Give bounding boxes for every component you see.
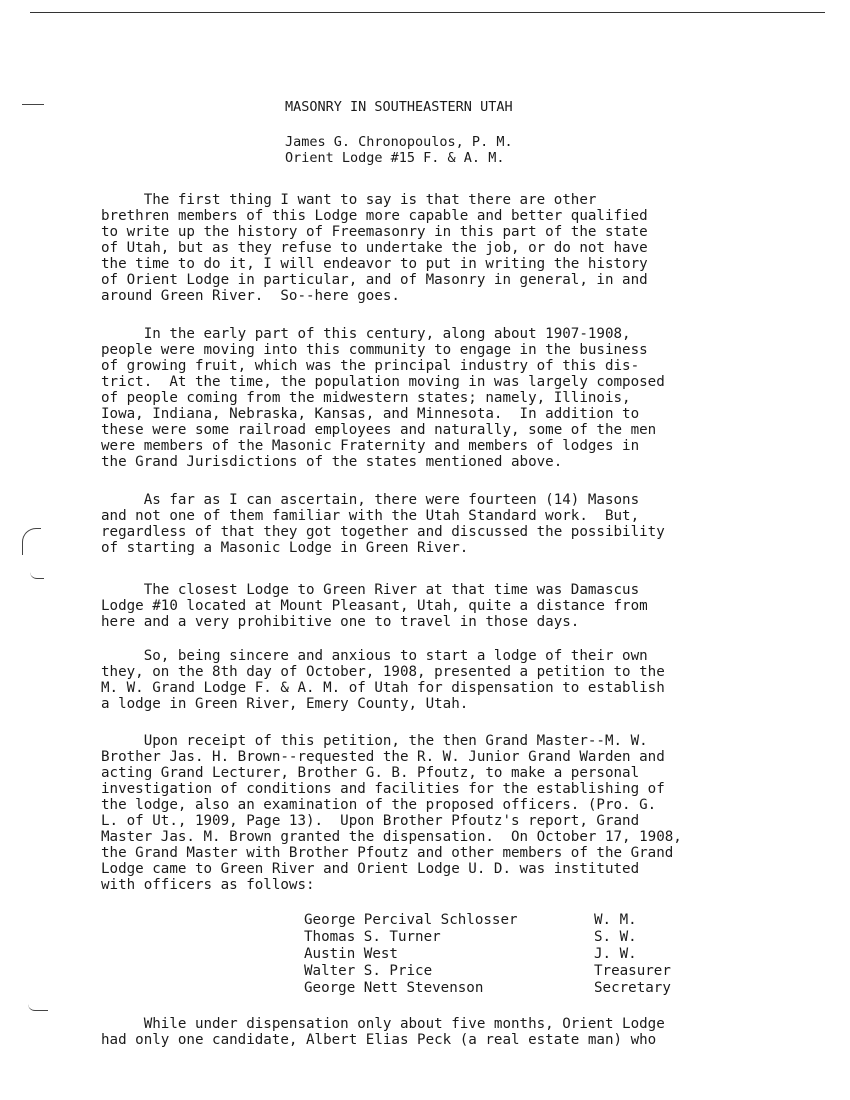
text-line: around Green River. So--here goes. <box>101 288 400 304</box>
text-line: While under dispensation only about five months, Orient Lodge <box>101 1016 665 1032</box>
text-line: to write up the history of Freemasonry in this part of the state <box>101 224 648 240</box>
text-line: investigation of conditions and facilities for the establishing of <box>101 781 665 797</box>
text-line: were members of the Masonic Fraternity and members of lodges in <box>101 438 640 454</box>
scan-mark <box>30 572 44 579</box>
officer-name: Austin West <box>304 946 398 962</box>
officer-name: George Percival Schlosser <box>304 912 518 928</box>
scan-mark <box>22 528 41 555</box>
text-line: of people coming from the midwestern states; namely, Illinois, <box>101 390 631 406</box>
text-line: regardless of that they got together and discussed the possibility <box>101 524 665 540</box>
text-line: Brother Jas. H. Brown--requested the R. W. Junior Grand Warden and <box>101 749 665 765</box>
text-line: the Grand Master with Brother Pfoutz and other members of the Grand <box>101 845 674 861</box>
text-line: of Orient Lodge in particular, and of Masonry in general, in and <box>101 272 648 288</box>
officer-name: Thomas S. Turner <box>304 929 441 945</box>
text-line: they, on the 8th day of October, 1908, presented a petition to the <box>101 664 665 680</box>
text-line: In the early part of this century, along about 1907-1908, <box>101 326 631 342</box>
text-line: Upon receipt of this petition, the then Grand Master--M. W. <box>101 733 648 749</box>
scan-mark <box>28 1004 48 1011</box>
document-title: MASONRY IN SOUTHEASTERN UTAH <box>285 99 513 115</box>
paragraph-3 <box>101 492 791 556</box>
text-line: trict. At the time, the population moving in was largely composed <box>101 374 665 390</box>
text-line: Lodge #10 located at Mount Pleasant, Utah, quite a distance from <box>101 598 648 614</box>
text-line: of starting a Masonic Lodge in Green River. <box>101 540 469 556</box>
text-line: Lodge came to Green River and Orient Lodge U. D. was instituted <box>101 861 640 877</box>
text-line: L. of Ut., 1909, Page 13). Upon Brother Pfoutz's report, Grand <box>101 813 640 829</box>
text-line: a lodge in Green River, Emery County, Utah. <box>101 696 469 712</box>
text-line: these were some railroad employees and naturally, some of the men <box>101 422 657 438</box>
text-line: Master Jas. M. Brown granted the dispensation. On October 17, 1908, <box>101 829 682 845</box>
officer-role: J. W. <box>594 946 637 962</box>
text-line: and not one of them familiar with the Utah Standard work. But, <box>101 508 640 524</box>
text-line: here and a very prohibitive one to travel in those days. <box>101 614 580 630</box>
text-line: Iowa, Indiana, Nebraska, Kansas, and Minnesota. In addition to <box>101 406 640 422</box>
officer-role: Secretary <box>594 980 671 996</box>
paragraph-7 <box>101 1016 791 1048</box>
text-line: acting Grand Lecturer, Brother G. B. Pfoutz, to make a personal <box>101 765 640 781</box>
officer-role: S. W. <box>594 929 637 945</box>
text-line: the time to do it, I will endeavor to put in writing the history <box>101 256 648 272</box>
paragraph-5 <box>101 648 791 712</box>
paragraph-2 <box>101 326 791 470</box>
text-line: had only one candidate, Albert Elias Peck (a real estate man) who <box>101 1032 657 1048</box>
text-line: M. W. Grand Lodge F. & A. M. of Utah for dispensation to establish <box>101 680 665 696</box>
officer-role: Treasurer <box>594 963 671 979</box>
text-line: people were moving into this community to engage in the business <box>101 342 648 358</box>
paragraph-1 <box>101 192 791 304</box>
author-line: James G. Chronopoulos, P. M. <box>285 134 513 150</box>
officer-name: Walter S. Price <box>304 963 433 979</box>
text-line: the Grand Jurisdictions of the states mentioned above. <box>101 454 563 470</box>
text-line: So, being sincere and anxious to start a lodge of their own <box>101 648 648 664</box>
top-rule <box>30 12 825 13</box>
text-line: of growing fruit, which was the principal industry of this dis- <box>101 358 640 374</box>
scan-mark <box>22 104 44 105</box>
text-line: The closest Lodge to Green River at that time was Damascus <box>101 582 640 598</box>
paragraph-6 <box>101 733 791 893</box>
paragraph-4 <box>101 582 791 630</box>
text-line: the lodge, also an examination of the proposed officers. (Pro. G. <box>101 797 657 813</box>
officer-name: George Nett Stevenson <box>304 980 484 996</box>
text-line: with officers as follows: <box>101 877 315 893</box>
text-line: of Utah, but as they refuse to undertake the job, or do not have <box>101 240 648 256</box>
lodge-line: Orient Lodge #15 F. & A. M. <box>285 150 505 166</box>
officer-role: W. M. <box>594 912 637 928</box>
text-line: brethren members of this Lodge more capable and better qualified <box>101 208 648 224</box>
text-line: As far as I can ascertain, there were fourteen (14) Masons <box>101 492 640 508</box>
text-line: The first thing I want to say is that there are other <box>101 192 597 208</box>
